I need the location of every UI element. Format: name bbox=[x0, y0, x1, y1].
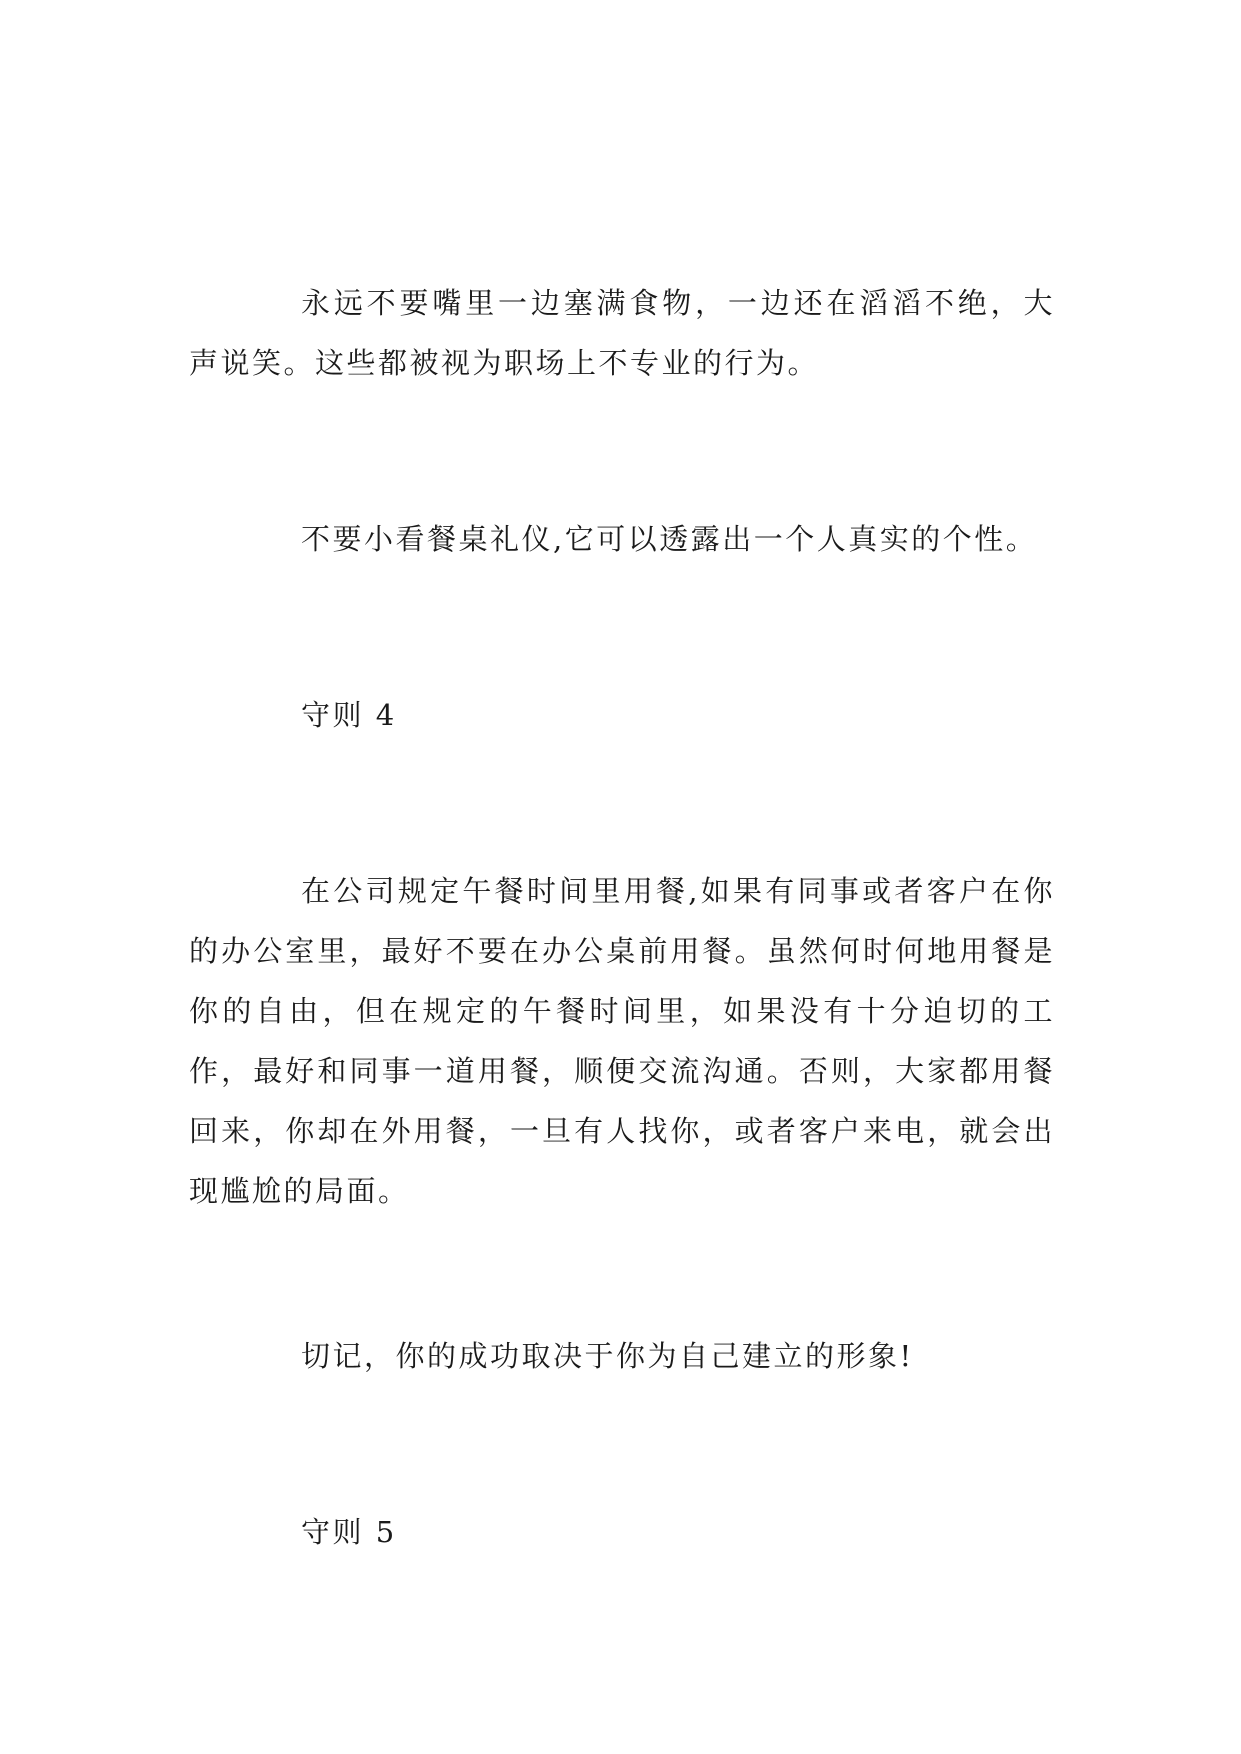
paragraph-lunch-time: 在公司规定午餐时间里用餐,如果有同事或者客户在你的办公室里，最好不要在办公桌前用餐。虽然何时何地用餐是你的自由，但在规定的午餐时间里，如果没有十分迫切的工作，最好和同事一道用餐，顺便交流沟通。否则，大家都用餐回来，你却在外用餐，一旦有人找你，或者客户来电，就会出现尴尬的局面。 bbox=[189, 874, 1055, 1208]
paragraph-table-manners: 不要小看餐桌礼仪,它可以透露出一个人真实的个性。 bbox=[301, 522, 1038, 556]
paragraph-remember: 切记，你的成功取决于你为自己建立的形象! bbox=[301, 1339, 914, 1373]
rule-heading-5: 守则 5 bbox=[301, 1515, 397, 1549]
rule-heading-4: 守则 4 bbox=[301, 698, 397, 732]
paragraph-dining-speech: 永远不要嘴里一边塞满食物，一边还在滔滔不绝，大声说笑。这些都被视为职场上不专业的行为。 bbox=[189, 286, 1055, 380]
